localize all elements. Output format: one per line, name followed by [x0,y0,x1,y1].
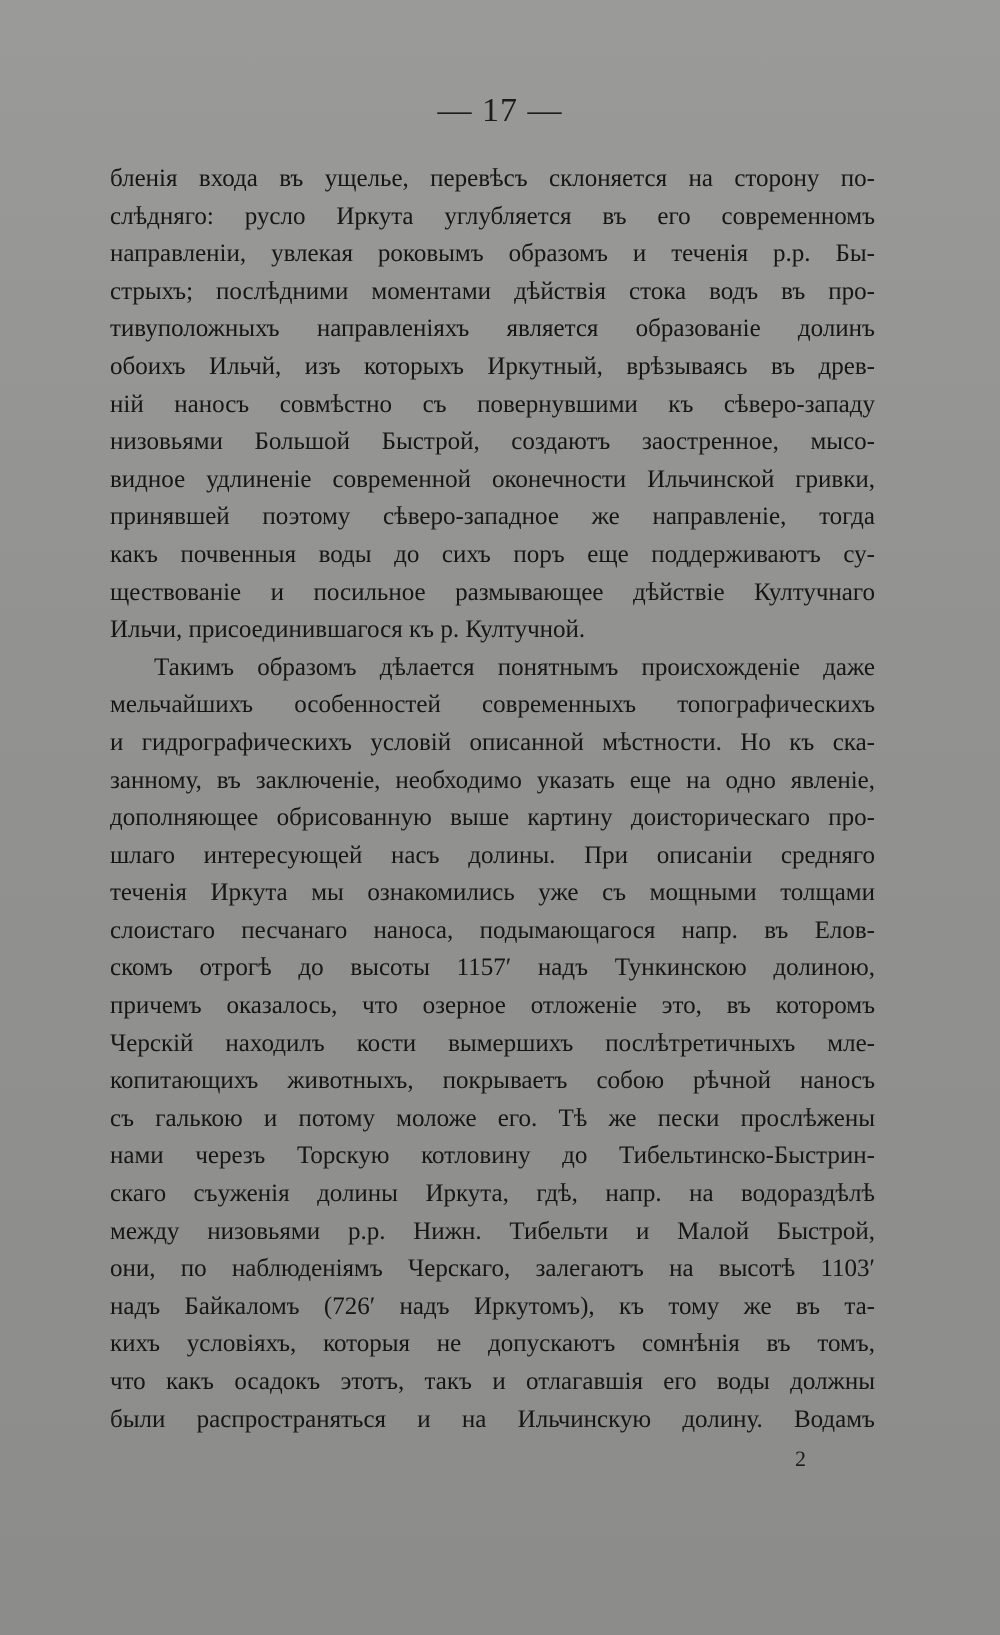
text-line: видное удлиненіе современной оконечности Ильчинской гривки, [110,465,875,493]
text-line: Ильчи, присоединившагося къ р. Култучной. [110,616,586,644]
text-line: причемъ оказалось, что озерное отложеніе это, въ которомъ [110,992,875,1020]
text-line: шлаго интересующей насъ долины. При описаніи средняго [110,841,875,869]
text-line: между низовьями р.р. Нижн. Тибельти и Малой Быстрой, [110,1217,875,1245]
text-line: мельчайшихъ особенностей современныхъ топографическихъ [110,691,875,719]
text-line: съ галькою и потому моложе его. Тѣ же пески прослѣжены [110,1104,875,1132]
text-line: слѣдняго: русло Иркута углубляется въ его современномъ [110,202,875,230]
signature-mark: 2 [795,1446,806,1471]
text-line: бленія входа въ ущелье, перевѣсъ склоняется на сторону по- [110,165,875,192]
text-line: какъ почвенныя воды до сихъ поръ еще поддерживаютъ су- [110,540,875,568]
body-text [110,160,875,1438]
text-line: копитающихъ животныхъ, покрываетъ собою рѣчной наносъ [110,1067,875,1095]
text-line: были распространяться и на Ильчинскую долину. Водамъ [110,1405,875,1433]
text-line: скомъ отрогѣ до высоты 1157′ надъ Тункинскою долиною, [110,954,875,982]
text-line: принявшей поэтому сѣверо-западное же направленіе, тогда [110,503,875,531]
text-line: тивуположныхъ направленіяхъ является образованіе долинъ [110,315,875,343]
text-line: что какъ осадокъ этотъ, такъ и отлагавшія его воды должны [110,1368,875,1395]
text-line: надъ Байкаломъ (726′ надъ Иркутомъ), къ тому же въ та- [110,1292,875,1320]
paragraph-start-line: Такимъ образомъ дѣлается понятнымъ происхожденіе даже [154,653,875,681]
text-line: кихъ условіяхъ, которыя не допускаютъ сомнѣнія въ томъ, [110,1330,875,1358]
text-line: скаго съуженія долины Иркута, гдѣ, напр. на водораздѣлѣ [110,1180,875,1208]
text-line: обоихъ Ильчй, изъ которыхъ Иркутный, врѣзываясь въ древ- [110,352,875,380]
text-line: Черскій находилъ кости вымершихъ послѣтретичныхъ мле- [110,1029,875,1057]
text-line: ществованіе и посильное размывающее дѣйствіе Култучнаго [110,578,875,606]
text-line: дополняющее обрисованную выше картину доисторическаго про- [110,804,875,832]
text-line: занному, въ заключеніе, необходимо указать еще на одно явленіе, [110,766,875,794]
text-line: низовьями Большой Быстрой, создаютъ заостренное, мысо- [110,428,875,456]
text-line: ній наносъ совмѣстно съ повернувшими къ сѣверо-западу [110,390,875,418]
text-line: и гидрографическихъ условій описанной мѣстности. Но къ ска- [110,728,875,756]
text-line: слоистаго песчанаго наноса, подымающагося напр. въ Елов- [110,916,875,944]
text-line: нами черезъ Торскую котловину до Тибельтинско-Быстрин- [110,1142,875,1170]
text-line: стрыхъ; послѣдними моментами дѣйствія стока водъ въ про- [110,277,875,305]
page-number: — 17 — [437,92,563,129]
text-line: они, по наблюденіямъ Черскаго, залегаютъ на высотѣ 1103′ [110,1255,875,1283]
text-line: теченія Иркута мы ознакомились уже съ мощными толщами [110,879,875,907]
text-line: направленіи, увлекая роковымъ образомъ и теченія р.р. Бы- [110,240,875,268]
